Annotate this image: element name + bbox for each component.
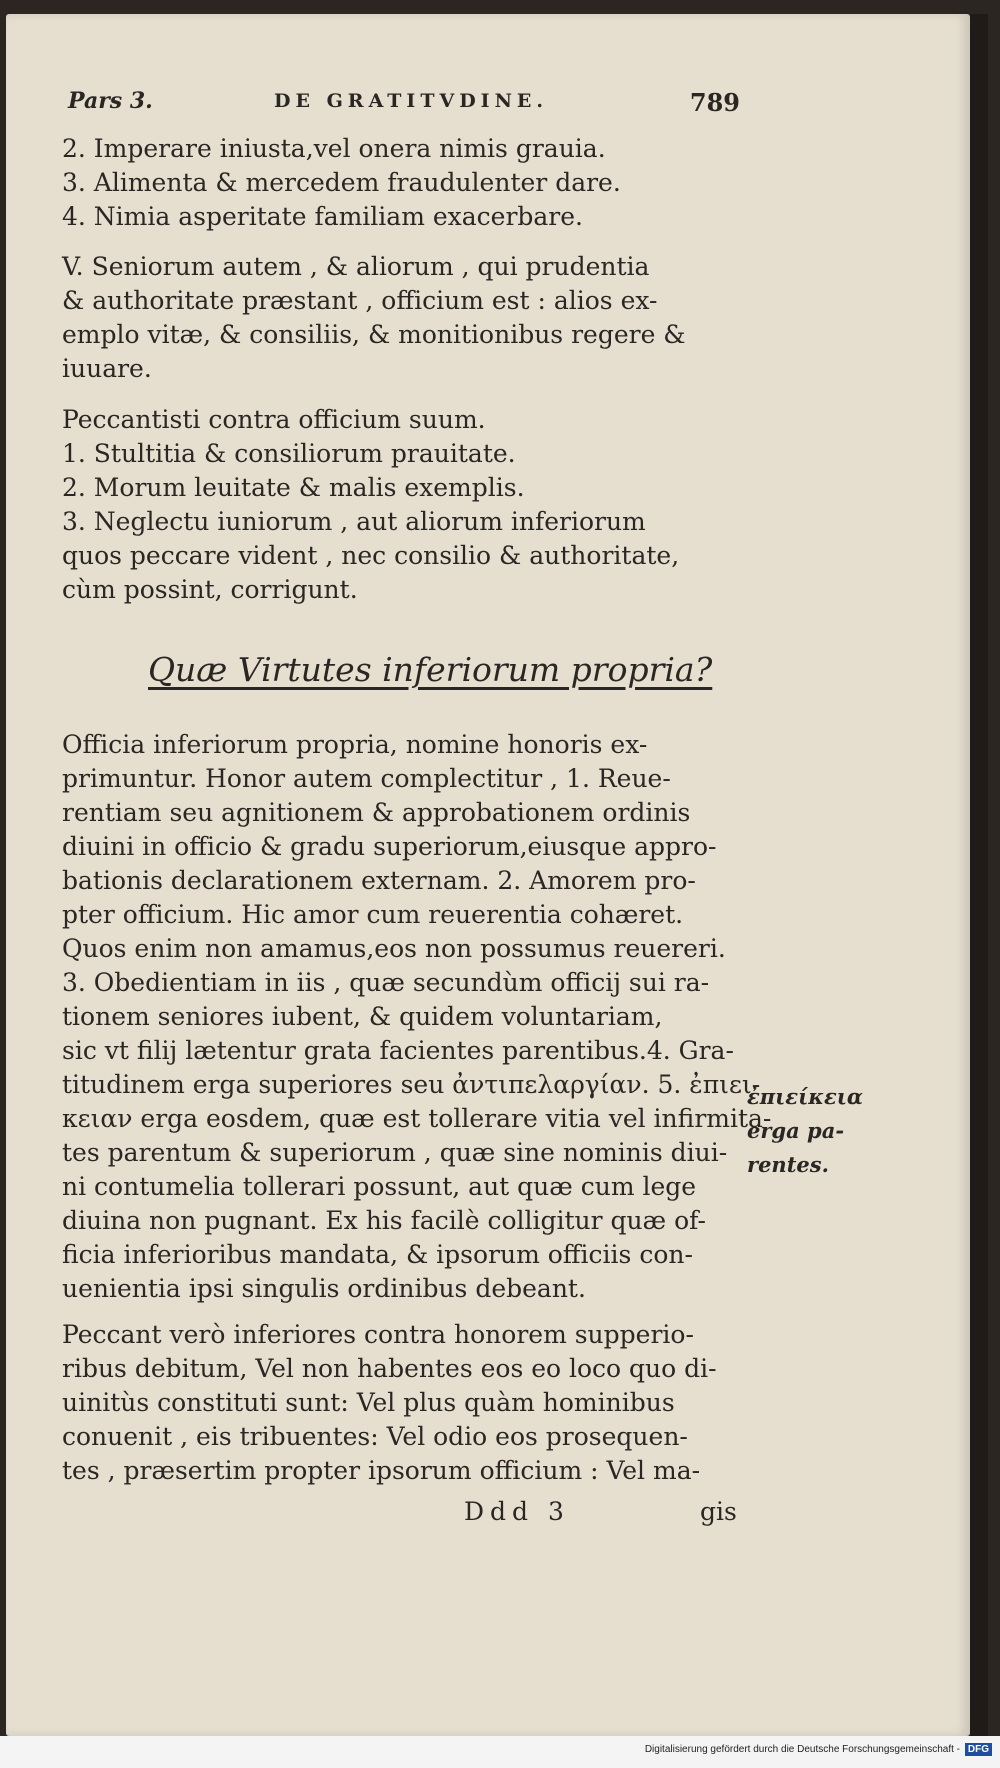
text-line: ribus debitum, Vel non habentes eos eo loco quo di- bbox=[62, 1354, 717, 1383]
text-line: ni contumelia tollerari possunt, aut quæ cum lege bbox=[62, 1172, 697, 1201]
catchword: gis bbox=[700, 1497, 737, 1526]
text-line: tionem seniores iubent, & quidem voluntariam, bbox=[62, 1002, 663, 1031]
text-line: cùm possint, corrigunt. bbox=[62, 575, 358, 604]
margin-note-line: ἐπιείκεια bbox=[747, 1084, 864, 1109]
text-line: 2. Morum leuitate & malis exemplis. bbox=[62, 473, 525, 502]
text-line: titudinem erga superiores seu ἀντιπελαργίαν. 5. ἐπιει- bbox=[62, 1070, 761, 1099]
running-header bbox=[68, 88, 740, 124]
text-line: 4. Nimia asperitate familiam exacerbare. bbox=[62, 202, 583, 231]
text-line: conuenit , eis tribuentes: Vel odio eos prosequen- bbox=[62, 1422, 688, 1451]
text-line: uenientia ipsi singulis ordinibus debeant. bbox=[62, 1274, 586, 1303]
text-line: diuina non pugnant. Ex his facilè colligitur quæ of- bbox=[62, 1206, 706, 1235]
margin-note bbox=[747, 1080, 864, 1182]
text-line: diuini in officio & gradu superiorum,eiusque appro- bbox=[62, 832, 717, 861]
margin-note-line: rentes. bbox=[747, 1152, 829, 1177]
text-line: κειαν erga eosdem, quæ est tollerare vitia vel infirmita- bbox=[62, 1104, 772, 1133]
text-line: emplo vitæ, & consiliis, & monitionibus regere & bbox=[62, 320, 686, 349]
header-title: DE GRATITVDINE. bbox=[274, 90, 549, 112]
text-line: 3. Neglectu iuniorum , aut aliorum inferiorum bbox=[62, 507, 646, 536]
page-number: 789 bbox=[689, 88, 740, 117]
text-line: quos peccare vident , nec consilio & authoritate, bbox=[62, 541, 680, 570]
section-heading: Quæ Virtutes inferiorum propria? bbox=[148, 650, 713, 689]
text-line: & authoritate præstant , officium est : alios ex- bbox=[62, 286, 658, 315]
text-line: Peccantisti contra officium suum. bbox=[62, 405, 486, 434]
text-line: pter officium. Hic amor cum reuerentia cohæret. bbox=[62, 900, 684, 929]
margin-note-line: erga pa- bbox=[747, 1118, 845, 1143]
page-edge bbox=[970, 14, 988, 1736]
text-line: tes , præsertim propter ipsorum officium : Vel ma- bbox=[62, 1456, 701, 1485]
text-line: 3. Alimenta & mercedem fraudulenter dare. bbox=[62, 168, 621, 197]
text-line: iuuare. bbox=[62, 354, 152, 383]
text-line: primuntur. Honor autem complectitur , 1. Reue- bbox=[62, 764, 671, 793]
text-line: 3. Obedientiam in iis , quæ secundùm officij sui ra- bbox=[62, 968, 710, 997]
footer-credit: Digitalisierung gefördert durch die Deutsche Forschungsgemeinschaft - bbox=[644, 1744, 960, 1755]
text-line: Quos enim non amamus,eos non possumus reuereri. bbox=[62, 934, 726, 963]
text-line: ficia inferioribus mandata, & ipsorum officiis con- bbox=[62, 1240, 693, 1269]
text-line: tes parentum & superiorum , quæ sine nominis diui- bbox=[62, 1138, 728, 1167]
text-line: Peccant verò inferiores contra honorem supperio- bbox=[62, 1320, 694, 1349]
text-line: Officia inferiorum propria, nomine honoris ex- bbox=[62, 730, 648, 759]
text-line: 1. Stultitia & consiliorum prauitate. bbox=[62, 439, 516, 468]
text-line: 2. Imperare iniusta,vel onera nimis grauia. bbox=[62, 134, 606, 163]
text-line: rentiam seu agnitionem & approbationem ordinis bbox=[62, 798, 691, 827]
dfg-logo[interactable]: DFG bbox=[965, 1743, 992, 1756]
text-line: V. Seniorum autem , & aliorum , qui prudentia bbox=[62, 252, 650, 281]
text-line: uinitùs constituti sunt: Vel plus quàm hominibus bbox=[62, 1388, 675, 1417]
header-part: Pars 3. bbox=[68, 88, 153, 114]
signature-mark: Ddd 3 bbox=[464, 1497, 570, 1526]
text-line: sic vt filij lætentur grata facientes parentibus.4. Gra- bbox=[62, 1036, 734, 1065]
text-line: bationis declarationem externam. 2. Amorem pro- bbox=[62, 866, 696, 895]
